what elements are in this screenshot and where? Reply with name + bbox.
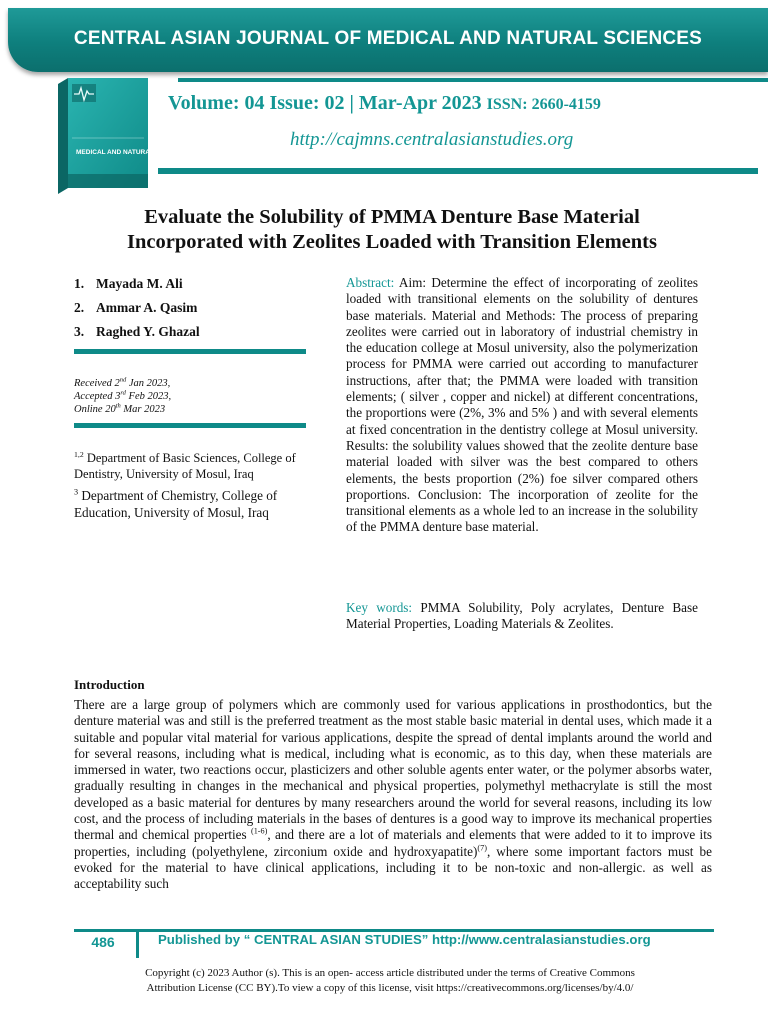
header-rule-top	[178, 78, 768, 82]
author-item	[74, 272, 314, 296]
keywords-text: PMMA Solubility, Poly acrylates, Denture Base Material Properties, Loading Materials & Zeolites.	[346, 600, 698, 632]
author-item	[74, 296, 314, 320]
author-list	[74, 272, 314, 344]
introduction-heading: Introduction	[74, 677, 145, 692]
keywords-label: Key words:	[346, 600, 413, 615]
author-name: Mayada M. Ali	[96, 276, 183, 291]
author-number: 1.	[74, 276, 85, 291]
cover-title-text: MEDICAL AND NATURAL SCIENCES	[76, 149, 189, 156]
article-dates	[74, 377, 171, 416]
affiliation-marker: 1,2	[74, 449, 84, 459]
affiliation-1	[74, 450, 318, 482]
copyright-line2[interactable]: Attribution License (CC BY).To view a copy of this license, visit https://creativecommons.org/licenses/by/4.0/	[146, 982, 634, 994]
introduction-body: There are a large group of polymers which are commonly used for various applications in prosthodontics, but the denture material was and still is the preferred treatment as the most stable basic material in dental uses, which made it a suitable and popular vital material for various applications, despite the spread of dental implants around the world and for several reasons, including what is medical, including what is economic, as to this day, when these materials are immersed in water, two reactions occur, plasticizers and other soluble agents enter water, or the polymer absorbs water, gradually resulting in changes in the mechanical and physical properties, polymethyl methacrylate is still the most developed as a basic material for dentures by many researchers around the world for several reasons, including its low cost, and the process of including materials in the bases of dentures is a good way to improve its mechanical properties thermal and chemical properties $^{(1-6)}$, and there are a lot of materials and elements that were added to it to improve its properties, including (polyethylene, zirconium oxide and hydroxyapatite)$^{(7)}$, where some important factors must be evoked for the material to have clinical applications, including it to be non-toxic and non-allergic. as well as acceptability such	[74, 697, 712, 892]
footer-divider	[136, 930, 139, 958]
author-name: Ammar A. Qasim	[96, 300, 198, 315]
article-title	[60, 205, 724, 255]
author-number: 3.	[74, 324, 85, 339]
article-title-line1: Evaluate the Solubility of PMMA Denture Base Material	[144, 206, 640, 228]
abstract	[346, 275, 698, 536]
author-number: 2.	[74, 300, 85, 315]
dates-separator	[74, 423, 306, 428]
keywords	[346, 600, 698, 633]
received-date: Received 2nd Jan 2023,	[74, 376, 171, 389]
article-title-line2: Incorporated with Zeolites Loaded with Transition Elements	[127, 231, 657, 253]
journal-cover-image	[54, 78, 189, 194]
volume-issue	[168, 92, 601, 115]
copyright-notice	[70, 966, 710, 996]
affiliation-2	[74, 487, 318, 521]
journal-url-link[interactable]: http://cajmns.centralasianstudies.org	[290, 129, 574, 150]
author-name: Raghed Y. Ghazal	[96, 324, 200, 339]
affiliation-text: Department of Chemistry, College of Education, University of Mosul, Iraq	[74, 488, 278, 520]
affiliation-text: Department of Basic Sciences, College of Dentistry, University of Mosul, Iraq	[74, 451, 296, 481]
author-item	[74, 320, 314, 344]
citation-ref: (7)	[477, 843, 487, 853]
header-rule-bottom	[158, 168, 758, 174]
volume-text: Volume: 04 Issue: 02 | Mar-Apr 2023	[168, 92, 482, 114]
journal-banner	[8, 8, 768, 72]
abstract-label: Abstract:	[346, 275, 395, 290]
affiliation-marker: 3	[74, 487, 79, 497]
author-separator	[74, 349, 306, 354]
accepted-date: Accepted 3rd Feb 2023,	[74, 389, 172, 402]
issn-text: ISSN: 2660-4159	[486, 96, 601, 113]
abstract-text: Aim: Determine the effect of incorporating of zeolites loaded with transitional elements on the solubility of dentures base materials. Material and Methods: The process of preparing zeolites were carried out in laboratory of industrial chemistry in the education college at Mosul university, also the polymerization process for PMMA were carried out according to manufacturer instructions, after that; the PMMA were loaded with transition elements; ( silver , copper and nickel) at different concentrations, the proportions were (2%, 3% and 5% ) and with several elements at fixed concentration in the dentistry college at Mosul university. Results: the solubility values showed that the zeolite denture base material loaded with silver was the best compared to others elements, the bests proportion (2%) foe silver compared others proportions. Conclusion: The incorporation of zeolite for the transitional elements as a whole led to an increase in the solubility of the PMMA denture base material.	[346, 275, 698, 535]
copyright-line1: Copyright (c) 2023 Author (s). This is an open- access article distributed under the terms of Creative Commons	[145, 967, 635, 979]
citation-ref: (1-6)	[251, 826, 268, 836]
journal-title: CENTRAL ASIAN JOURNAL OF MEDICAL AND NATURAL SCIENCES	[73, 28, 703, 49]
online-date: Online 20th Mar 2023	[74, 402, 166, 415]
page-number: 486	[91, 934, 115, 950]
publisher-link[interactable]: Published by “ CENTRAL ASIAN STUDIES” http://www.centralasianstudies.org	[158, 932, 651, 947]
